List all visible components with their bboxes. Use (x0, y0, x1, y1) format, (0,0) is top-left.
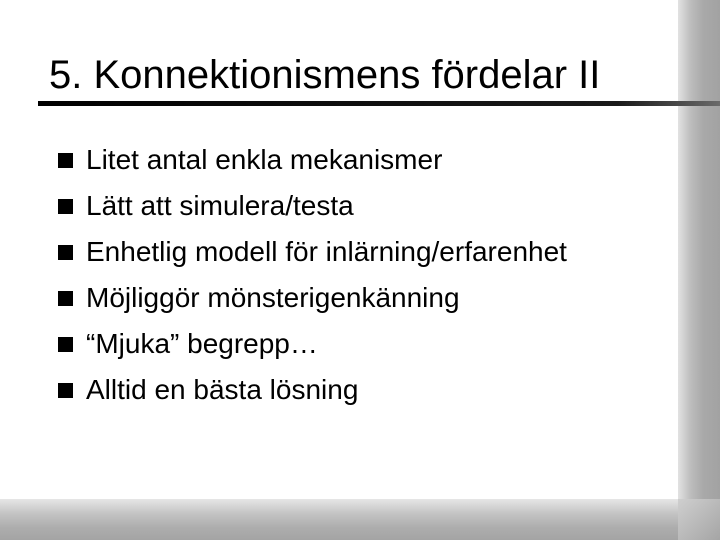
bullet-text: “Mjuka” begrepp… (86, 328, 318, 359)
bullet-text: Enhetlig modell för inlärning/erfarenhet (86, 236, 567, 267)
square-bullet-icon (58, 337, 73, 352)
title-underline (38, 101, 720, 106)
slide-edge-right (678, 0, 720, 540)
square-bullet-icon (58, 383, 73, 398)
slide-title: 5. Konnektionismens fördelar II (49, 53, 601, 97)
slide-edge-bottom (0, 499, 720, 540)
bullet-text: Litet antal enkla mekanismer (86, 144, 443, 175)
square-bullet-icon (58, 199, 73, 214)
square-bullet-icon (58, 153, 73, 168)
square-bullet-icon (58, 291, 73, 306)
bullet-text: Lätt att simulera/testa (86, 190, 354, 221)
bullet-text: Möjliggör mönsterigenkänning (86, 282, 460, 313)
bullet-text: Alltid en bästa lösning (86, 374, 359, 405)
square-bullet-icon (58, 245, 73, 260)
slide-edge-corner (678, 499, 720, 540)
